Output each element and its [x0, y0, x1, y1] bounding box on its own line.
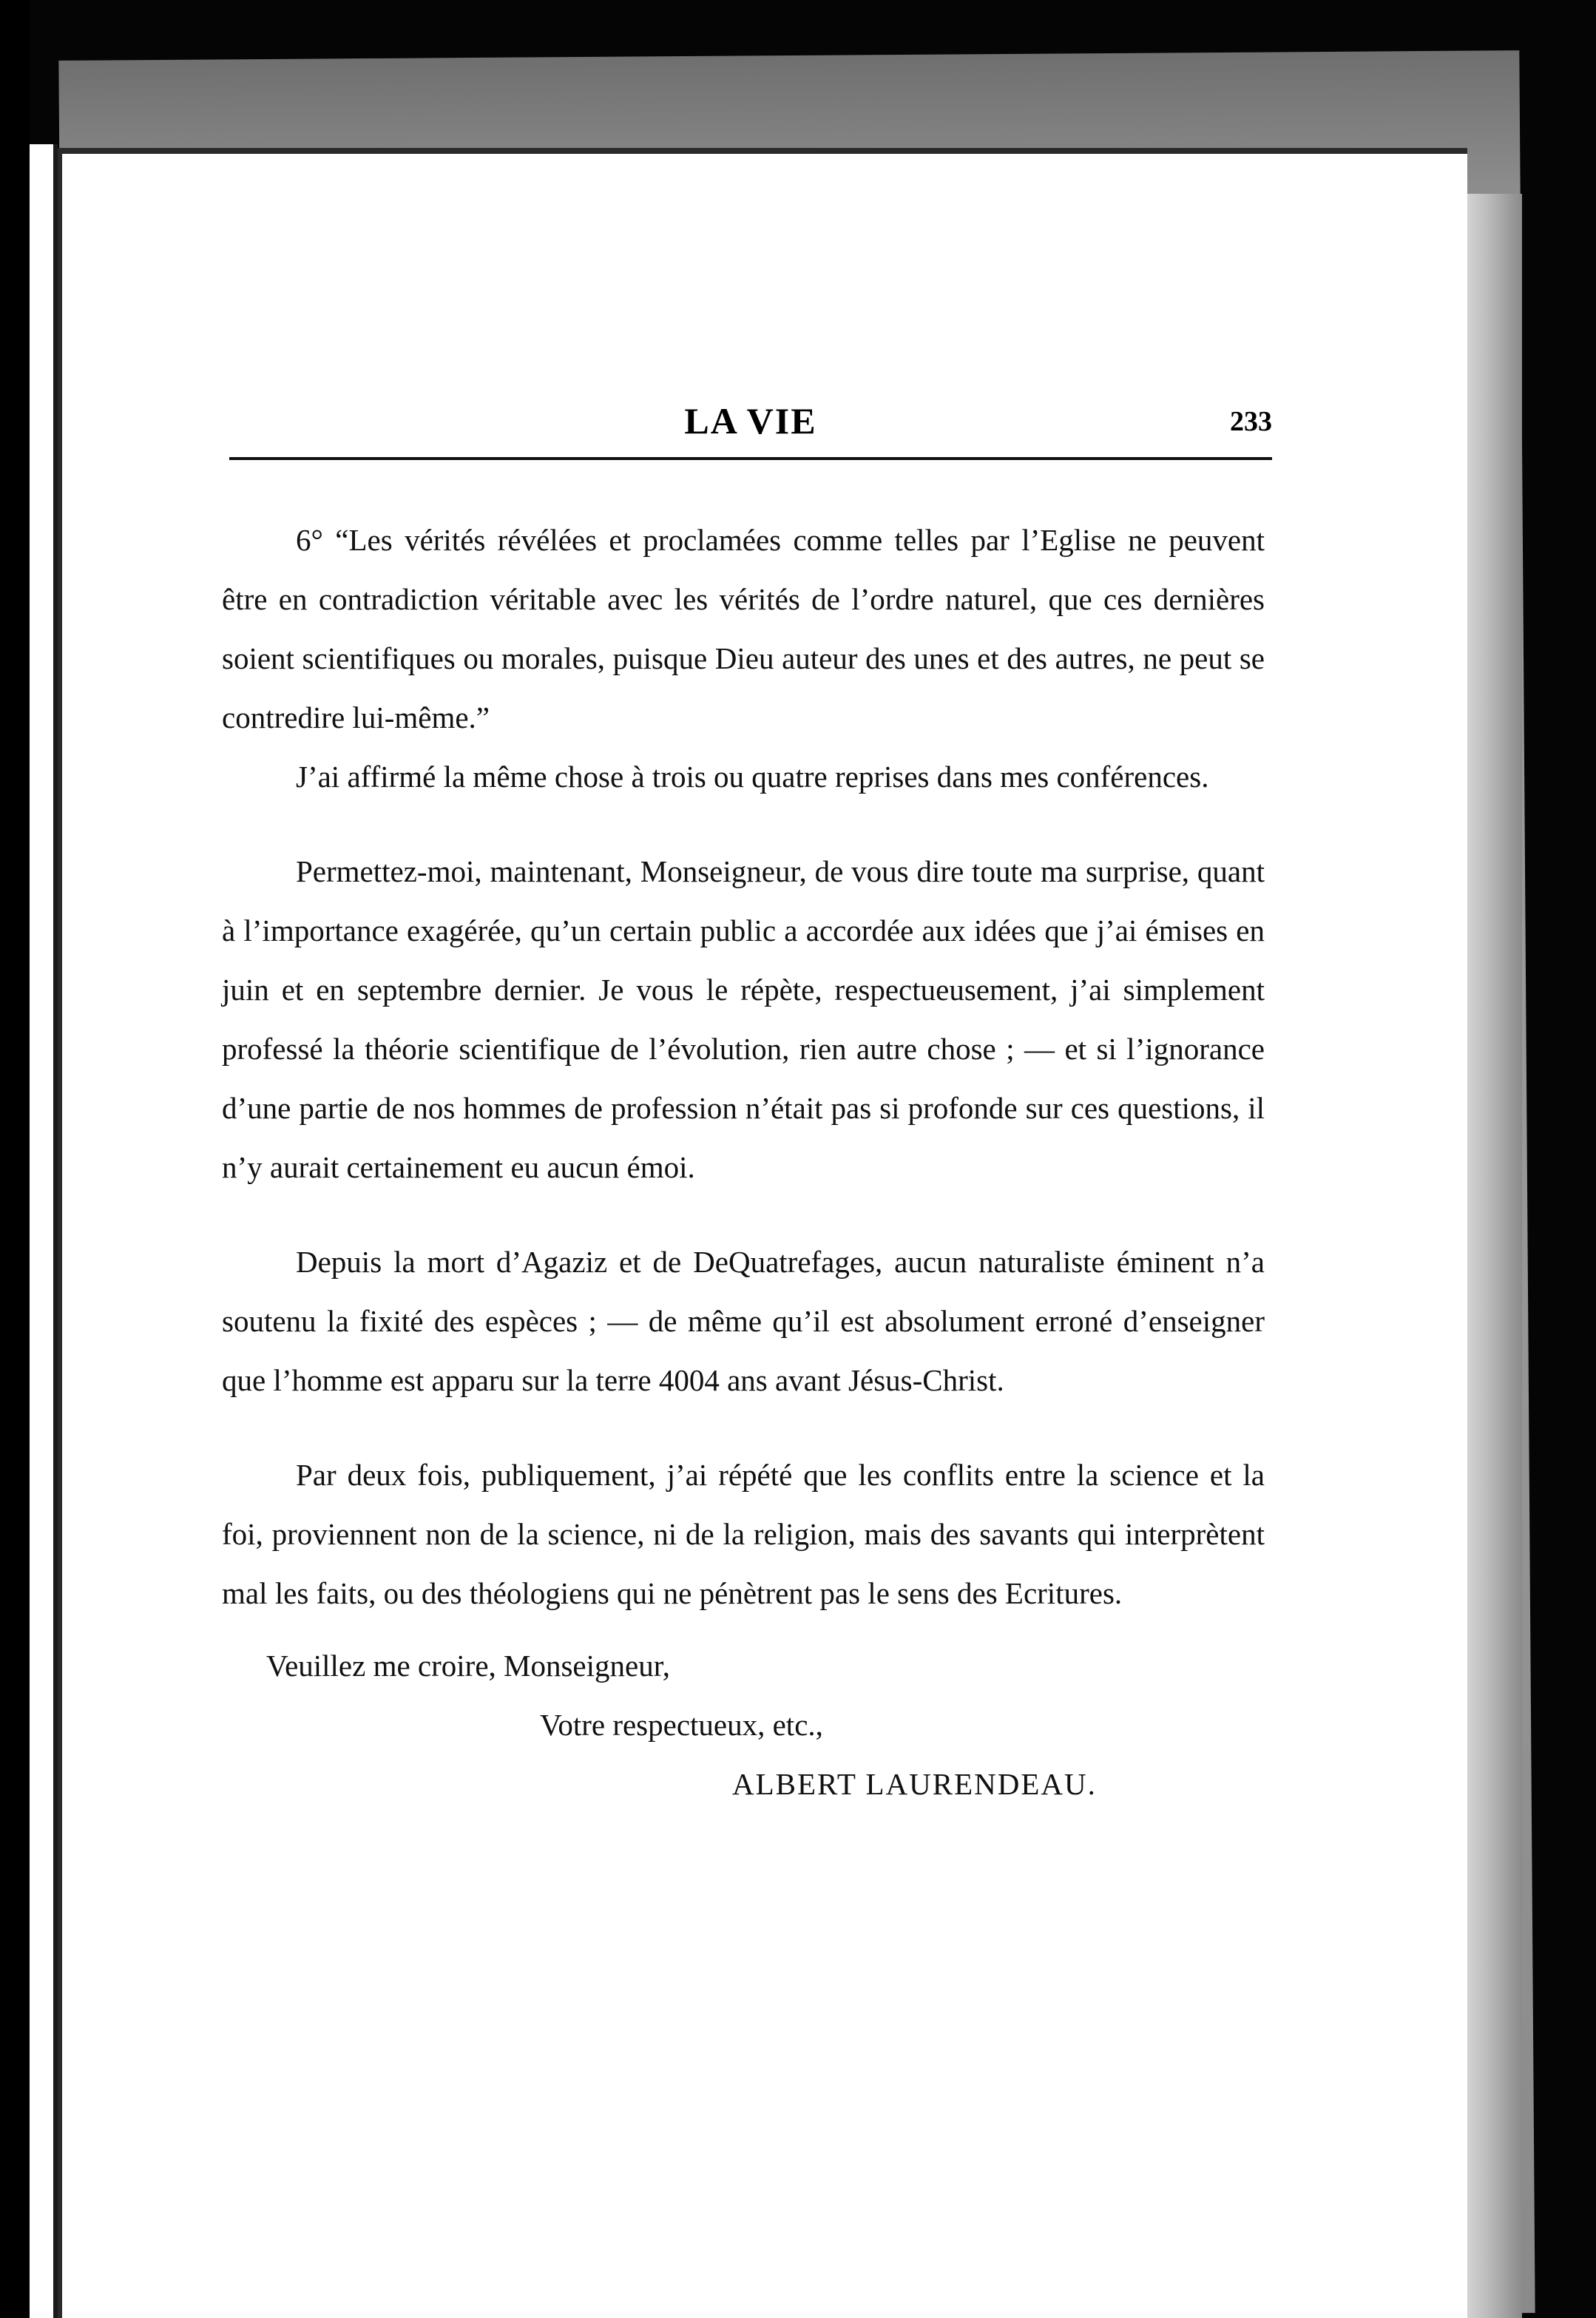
- page-number: 233: [1230, 406, 1272, 437]
- film-border: [0, 0, 30, 2318]
- running-title: LA VIE: [684, 400, 817, 442]
- paragraph: J’ai affirmé la même chose à trois ou quatre reprises dans mes conférences.: [296, 760, 1209, 794]
- header-rule: [229, 457, 1272, 460]
- paragraph: 6° “Les vérités révélées et proclamées comme telles par l’Eglise ne peuvent être en contradiction véritable avec les vérités de l’ordre naturel, que ces dernières soient scientifiques ou morales, puisque Dieu auteur des unes et des autres, ne peut se contredire lui-même.”: [222, 523, 1265, 734]
- page-header: [229, 399, 1272, 488]
- paragraph: Permettez-moi, maintenant, Monseigneur, de vous dire toute ma surprise, quant à l’importance exagérée, qu’un certain public a accordée aux idées que j’ai émises en juin et en septembre dernier. Je vous le répète, respectueusement, j’ai simplement professé la théorie scientifique de l’évolution, rien autre chose ; — et si l’ignorance d’une partie de nos hommes de profession n’était pas si profonde sur ces questions, il n’y aurait certainement eu aucun émoi.: [222, 854, 1265, 1184]
- page-edge-shadow: [1463, 194, 1522, 2318]
- paragraph: Depuis la mort d’Agaziz et de DeQuatrefages, aucun naturaliste éminent n’a soutenu la fixité des espèces ; — de même qu’il est absolument erroné d’enseigner que l’homme est apparu sur la terre 4004 ans avant Jésus-Christ.: [222, 1245, 1265, 1397]
- body-text: [222, 510, 1265, 1814]
- paragraph: Par deux fois, publiquement, j’ai répété que les conflits entre la science et la foi, proviennent non de la science, ni de la religion, mais des savants qui interprètent mal les faits, ou des théologiens qui ne pénètrent pas le sens des Ecritures.: [222, 1458, 1265, 1610]
- signature: ALBERT LAURENDEAU.: [732, 1767, 1097, 1801]
- signoff-line: Votre respectueux, etc.,: [540, 1708, 823, 1742]
- closing-line: Veuillez me croire, Monseigneur,: [266, 1649, 670, 1683]
